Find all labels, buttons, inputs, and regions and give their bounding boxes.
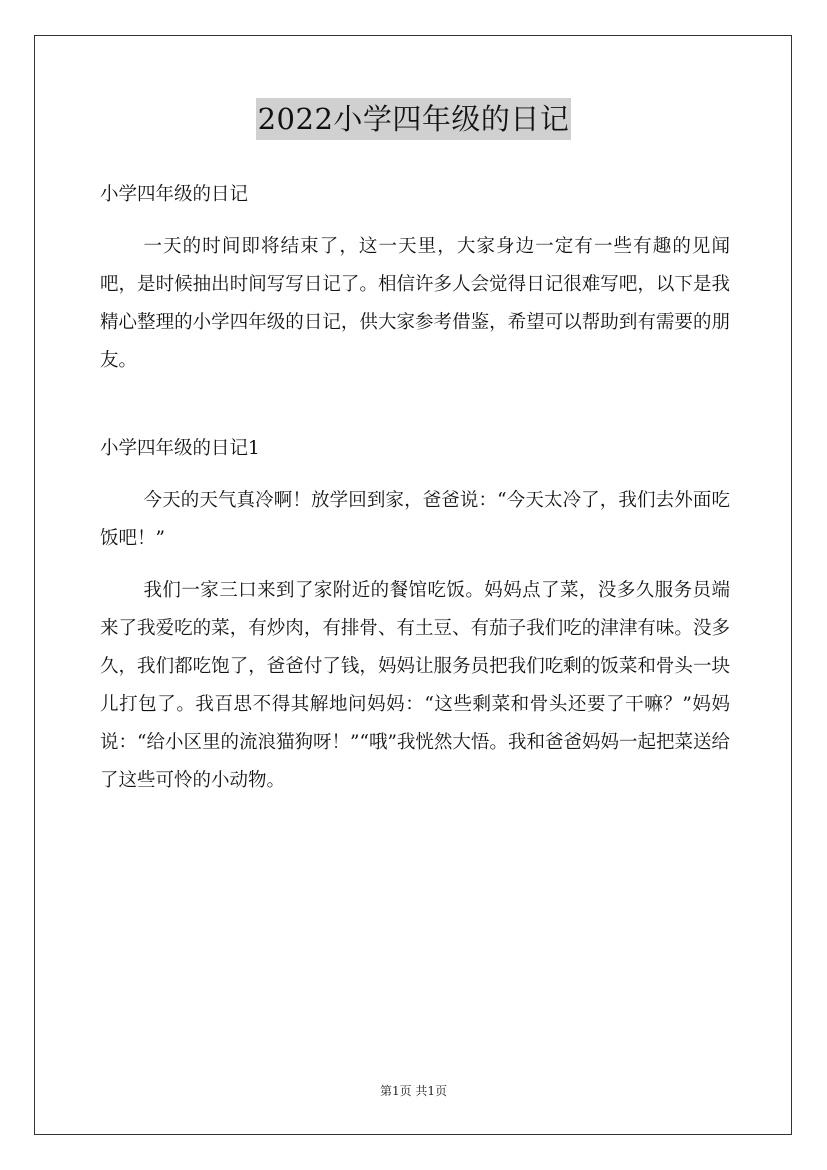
entry-paragraph: 今天的天气真冷啊！放学回到家，爸爸说：“今天太冷了，我们去外面吃饭吧！” <box>100 490 730 549</box>
document-title: 2022小学四年级的日记 <box>256 98 572 140</box>
entry-paragraph: 我们一家三口来到了家附近的餐馆吃饭。妈妈点了菜，没多久服务员端来了我爱吃的菜，有炒肉，有排骨、有土豆、有茄子我们吃的津津有味。没多久，我们都吃饱了，爸爸付了钱，妈妈让服务员把我们吃剩的饭菜和骨头一块儿打包了。我百思不得其解地问妈妈：“这些剩菜和骨头还要了干嘛？”妈妈说：“给小区里的流浪猫狗呀！”“哦”我恍然大悟。我和爸爸妈妈一起把菜送给了这些可怜的小动物。 <box>100 580 730 791</box>
title-container <box>0 98 827 140</box>
intro-heading: 小学四年级的日记 <box>100 184 249 205</box>
intro-paragraph: 一天的时间即将结束了，这一天里，大家身边一定有一些有趣的见闻吧，是时候抽出时间写写日记了。相信许多人会觉得日记很难写吧，以下是我精心整理的小学四年级的日记，供大家参考借鉴，希望可以帮助到有需要的朋友。 <box>100 236 730 371</box>
section-spacer <box>100 380 730 430</box>
page-footer: 第1页 共1页 <box>379 1084 448 1098</box>
document-body <box>100 176 730 800</box>
entry-heading: 小学四年级的日记1 <box>100 438 260 459</box>
